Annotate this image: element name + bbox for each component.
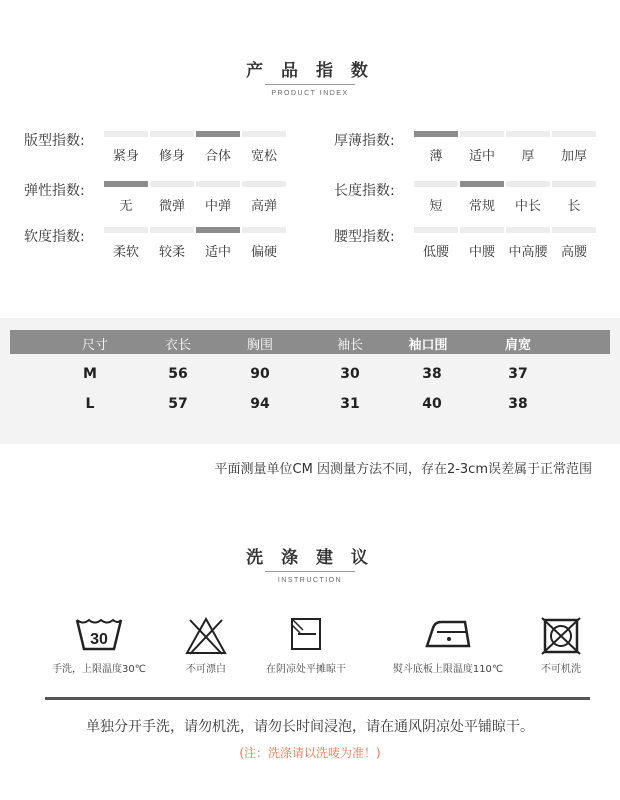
index-option — [460, 181, 504, 217]
cell-length: 57 — [168, 396, 188, 412]
index-bar-selected — [460, 181, 504, 187]
header-chest: 胸围 — [246, 338, 273, 353]
index-option — [414, 181, 458, 217]
index-bar-selected — [104, 181, 148, 187]
index-bar — [414, 227, 458, 233]
care-instruction-note: 单独分开手洗，请勿机洗，请勿长时间浸泡，请在通风阴凉处平铺晾干。 — [86, 719, 534, 735]
index-option-label: 合体 — [204, 149, 231, 164]
table-row — [10, 396, 610, 416]
index-option-label: 适中 — [204, 245, 231, 260]
index-bar — [242, 227, 286, 233]
cell-cuff: 38 — [422, 366, 442, 382]
index-option-label: 无 — [119, 199, 133, 214]
index-label: 弹性指数: — [24, 183, 85, 199]
index-bar — [506, 131, 550, 137]
index-bar — [104, 227, 148, 233]
index-row — [24, 226, 304, 266]
wash-temp-text: 30 — [90, 631, 108, 648]
index-bar — [414, 181, 458, 187]
index-option — [196, 131, 240, 167]
index-option — [104, 227, 148, 263]
care-item-no-bleach — [151, 616, 261, 675]
cell-shoulder: 37 — [508, 366, 528, 382]
index-option — [150, 181, 194, 217]
header-cuff: 袖口围 — [408, 338, 448, 353]
care-instruction-tip: (注：洗涤请以洗唛为准！) — [239, 746, 381, 760]
index-option-label: 适中 — [468, 149, 495, 164]
care-label: 不可漂白 — [186, 664, 226, 675]
no-machine-wash-icon — [540, 616, 582, 656]
index-option — [104, 181, 148, 217]
index-bar — [150, 181, 194, 187]
index-label: 版型指数: — [24, 133, 85, 149]
header-sleeve: 袖长 — [336, 338, 363, 353]
table-row — [10, 366, 610, 386]
care-item-flat-dry — [251, 616, 361, 675]
index-option — [460, 131, 504, 167]
instruction-subtitle: INSTRUCTION — [277, 577, 343, 584]
index-option — [242, 227, 286, 263]
index-bar-selected — [196, 227, 240, 233]
instruction-title: 洗 涤 建 议 — [246, 548, 374, 568]
index-option-label: 柔软 — [112, 245, 139, 260]
cell-length: 56 — [168, 366, 188, 382]
index-option — [150, 131, 194, 167]
index-option-label: 短 — [429, 199, 443, 214]
instruction-header — [0, 543, 620, 584]
care-item-hand-wash — [44, 616, 154, 675]
index-bar — [196, 181, 240, 187]
index-row — [24, 180, 304, 220]
care-divider — [45, 697, 590, 700]
care-item-no-machine-wash — [506, 616, 616, 675]
index-row — [334, 180, 614, 220]
product-index-title: 产 品 指 数 — [246, 61, 374, 81]
index-option — [414, 227, 458, 263]
index-row — [24, 130, 304, 170]
index-option-label: 薄 — [429, 149, 443, 164]
index-option-label: 高腰 — [560, 245, 587, 260]
cell-size: M — [83, 366, 97, 382]
cell-cuff: 40 — [422, 396, 442, 412]
index-option-label: 中长 — [514, 199, 541, 214]
index-bar — [242, 181, 286, 187]
index-row — [334, 226, 614, 266]
index-bar — [460, 227, 504, 233]
cell-chest: 94 — [250, 396, 270, 412]
care-label: 不可机洗 — [541, 664, 581, 675]
index-option — [552, 131, 596, 167]
care-label: 手洗，上限温度30℃ — [52, 664, 146, 675]
index-option-label: 长 — [567, 199, 581, 214]
index-option — [196, 227, 240, 263]
product-index-subtitle: PRODUCT INDEX — [271, 90, 349, 97]
iron-low-icon — [423, 616, 473, 650]
index-bar — [552, 227, 596, 233]
index-option — [242, 131, 286, 167]
index-option — [242, 181, 286, 217]
index-option-label: 厚 — [521, 149, 535, 164]
index-bar — [460, 131, 504, 137]
index-option-label: 偏硬 — [250, 245, 277, 260]
shade-flat-dry-icon — [288, 616, 324, 652]
index-option — [552, 181, 596, 217]
index-option — [104, 131, 148, 167]
index-option-label: 微弹 — [158, 199, 185, 214]
cell-sleeve: 31 — [340, 396, 360, 412]
index-option-label: 紧身 — [112, 149, 139, 164]
index-bar-selected — [196, 131, 240, 137]
index-label: 长度指数: — [334, 183, 395, 199]
index-bar — [506, 181, 550, 187]
cell-chest: 90 — [250, 366, 270, 382]
index-bar — [552, 131, 596, 137]
index-option — [414, 131, 458, 167]
index-option-label: 宽松 — [250, 149, 277, 164]
index-option-label: 低腰 — [422, 245, 449, 260]
index-label: 软度指数: — [24, 229, 85, 245]
index-option-label: 中弹 — [204, 199, 231, 214]
index-option-label: 修身 — [158, 149, 185, 164]
title-divider — [265, 84, 355, 85]
index-row — [334, 130, 614, 170]
care-label: 在阴凉处平摊晾干 — [266, 664, 346, 675]
index-bar — [242, 131, 286, 137]
index-option — [552, 227, 596, 263]
header-shoulder: 肩宽 — [504, 338, 531, 353]
index-label: 厚薄指数: — [334, 133, 395, 149]
index-option-label: 加厚 — [560, 149, 587, 164]
index-option — [506, 227, 550, 263]
care-label: 熨斗底板上限温度110℃ — [392, 664, 504, 675]
index-option — [150, 227, 194, 263]
index-option-label: 较柔 — [158, 245, 185, 260]
size-table — [0, 318, 620, 444]
index-label: 腰型指数: — [334, 229, 395, 245]
size-measurement-note: 平面测量单位CM 因测量方法不同，存在2-3cm误差属于正常范围 — [214, 462, 592, 477]
index-bar — [150, 131, 194, 137]
cell-sleeve: 30 — [340, 366, 360, 382]
index-bar — [104, 131, 148, 137]
index-option — [196, 181, 240, 217]
index-option-label: 常规 — [468, 199, 495, 214]
index-bar — [552, 181, 596, 187]
index-bar — [506, 227, 550, 233]
header-size: 尺寸 — [81, 338, 108, 353]
product-index-header — [0, 56, 620, 97]
index-option — [460, 227, 504, 263]
index-option-label: 中高腰 — [508, 245, 548, 260]
index-option — [506, 131, 550, 167]
size-table-header — [10, 330, 610, 354]
care-item-iron — [392, 616, 504, 675]
title-divider — [265, 571, 355, 572]
index-option — [506, 181, 550, 217]
index-option-label: 中腰 — [468, 245, 495, 260]
header-length: 衣长 — [164, 338, 191, 353]
no-bleach-icon — [184, 616, 228, 656]
cell-size: L — [85, 396, 95, 412]
index-option-label: 高弹 — [250, 199, 277, 214]
index-bar — [150, 227, 194, 233]
hand-wash-30-icon — [74, 616, 124, 652]
cell-shoulder: 38 — [508, 396, 528, 412]
index-bar-selected — [414, 131, 458, 137]
